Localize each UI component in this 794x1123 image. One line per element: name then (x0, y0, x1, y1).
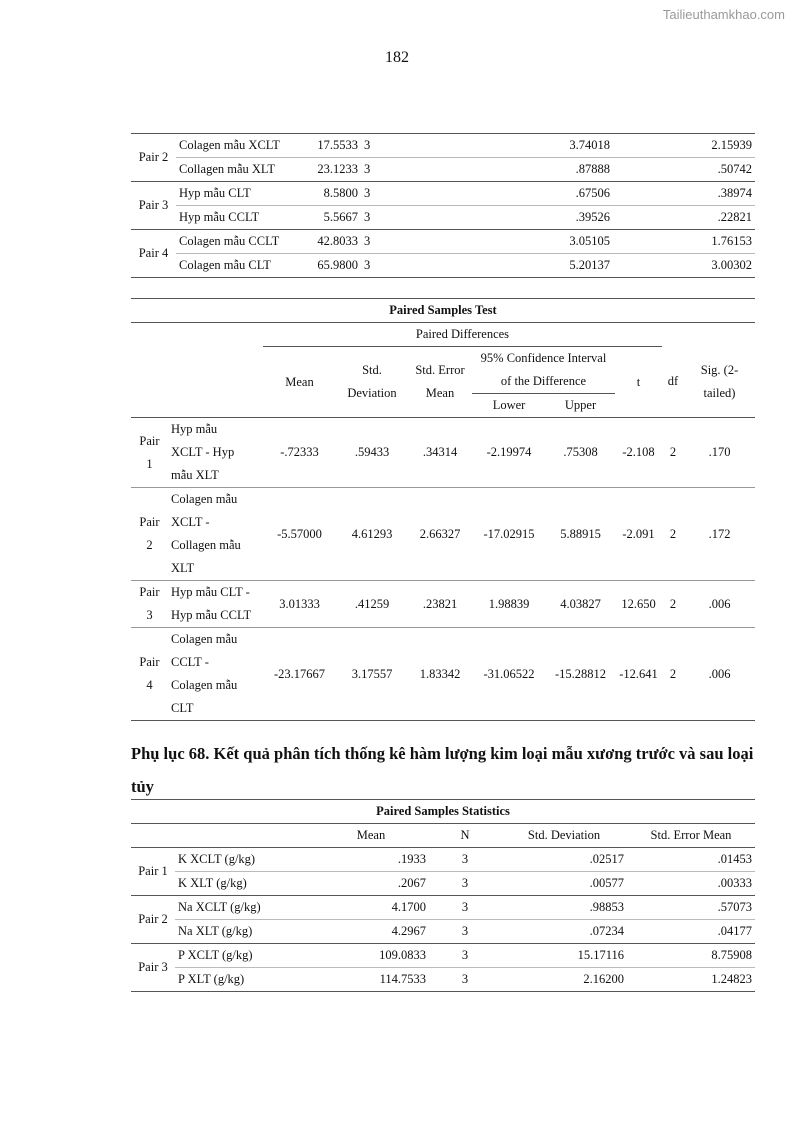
t-cell: -2.091 (615, 488, 662, 581)
mean-cell: -.72333 (263, 418, 336, 488)
std-deviation-cell: .87888 (401, 158, 613, 182)
mean-cell: 8.5800 (301, 182, 361, 206)
std-deviation-cell: .41259 (336, 581, 408, 628)
std-deviation-header: Std. Deviation (501, 824, 627, 848)
df-header: df (662, 347, 684, 418)
sig-cell: .006 (684, 628, 755, 721)
n-cell: 3 (361, 134, 401, 158)
std-error-header: Std. Error Mean (627, 824, 755, 848)
pair-label: Pair 3 (131, 944, 175, 992)
table-row (131, 134, 755, 158)
n-cell: 3 (429, 944, 501, 968)
table-row (131, 254, 755, 278)
upper-cell: 5.88915 (546, 488, 615, 581)
std-deviation-header: Std. Deviation (336, 347, 408, 418)
table-title: Paired Samples Test (131, 299, 755, 323)
variable-label: K XLT (g/kg) (175, 872, 313, 896)
n-cell: 3 (429, 848, 501, 872)
pair-label: Pair 1 (131, 848, 175, 896)
variable-label: Colagen mẫu CCLT - Colagen mẫu CLT (168, 628, 263, 721)
variable-label: P XLT (g/kg) (175, 968, 313, 992)
table-row (131, 968, 755, 992)
std-deviation-cell: 4.61293 (336, 488, 408, 581)
paired-samples-statistics-table (131, 799, 755, 992)
upper-cell: .75308 (546, 418, 615, 488)
std-deviation-cell: 5.20137 (401, 254, 613, 278)
std-deviation-cell: .67506 (401, 182, 613, 206)
upper-cell: 4.03827 (546, 581, 615, 628)
n-cell: 3 (361, 230, 401, 254)
n-header: N (429, 824, 501, 848)
mean-cell: 114.7533 (313, 968, 429, 992)
confidence-interval-header: 95% Confidence Interval of the Difference (472, 347, 615, 394)
mean-cell: 5.5667 (301, 206, 361, 230)
n-cell: 3 (429, 896, 501, 920)
table-row (131, 230, 755, 254)
mean-cell: .2067 (313, 872, 429, 896)
lower-cell: 1.98839 (472, 581, 546, 628)
variable-label: Hyp mẫu CLT (176, 182, 301, 206)
n-cell: 3 (361, 158, 401, 182)
std-deviation-cell: 15.17116 (501, 944, 627, 968)
n-cell: 3 (361, 206, 401, 230)
std-error-cell: .04177 (627, 920, 755, 944)
pair-label: Pair 4 (131, 230, 176, 278)
lower-cell: -17.02915 (472, 488, 546, 581)
mean-cell: -23.17667 (263, 628, 336, 721)
std-error-cell: 1.83342 (408, 628, 472, 721)
pair-label: Pair 2 (131, 488, 168, 581)
variable-label: Colagen mẫu CCLT (176, 230, 301, 254)
std-deviation-cell: 3.74018 (401, 134, 613, 158)
upper-cell: -15.28812 (546, 628, 615, 721)
std-error-cell: .23821 (408, 581, 472, 628)
df-cell: 2 (662, 418, 684, 488)
std-error-cell: .50742 (613, 158, 755, 182)
table-row (131, 418, 755, 488)
variable-label: Hyp mẫu XCLT - Hyp mẫu XLT (168, 418, 263, 488)
df-cell: 2 (662, 581, 684, 628)
std-error-cell: .22821 (613, 206, 755, 230)
table-row (131, 944, 755, 968)
std-error-cell: 1.24823 (627, 968, 755, 992)
n-cell: 3 (429, 968, 501, 992)
page-number: 182 (385, 49, 409, 66)
mean-cell: 4.2967 (313, 920, 429, 944)
mean-cell: .1933 (313, 848, 429, 872)
t-cell: 12.650 (615, 581, 662, 628)
table-title: Paired Samples Statistics (131, 800, 755, 824)
pair-label: Pair 3 (131, 182, 176, 230)
upper-header: Upper (546, 394, 615, 418)
std-deviation-cell: 3.17557 (336, 628, 408, 721)
mean-cell: 3.01333 (263, 581, 336, 628)
std-error-cell: .34314 (408, 418, 472, 488)
sig-cell: .006 (684, 581, 755, 628)
table-row (131, 206, 755, 230)
watermark: Tailieuthamkhao.com (662, 7, 785, 22)
variable-label: K XCLT (g/kg) (175, 848, 313, 872)
std-deviation-cell: .02517 (501, 848, 627, 872)
table-row (131, 182, 755, 206)
mean-header: Mean (263, 347, 336, 418)
std-error-cell: .57073 (627, 896, 755, 920)
mean-cell: 17.5533 (301, 134, 361, 158)
pair-label: Pair 4 (131, 628, 168, 721)
mean-cell: 4.1700 (313, 896, 429, 920)
n-cell: 3 (429, 872, 501, 896)
table-row (131, 896, 755, 920)
section-heading: Phụ lục 68. Kết quả phân tích thống kê hàm lượng kim loại mẫu xương trước và sau loại tủy (131, 744, 754, 796)
table-row (131, 628, 755, 721)
std-deviation-cell: .59433 (336, 418, 408, 488)
sig-cell: .170 (684, 418, 755, 488)
std-deviation-cell: 2.16200 (501, 968, 627, 992)
sig-header: Sig. (2- tailed) (684, 347, 755, 418)
mean-cell: -5.57000 (263, 488, 336, 581)
std-error-cell: .01453 (627, 848, 755, 872)
mean-cell: 65.9800 (301, 254, 361, 278)
std-error-cell: 1.76153 (613, 230, 755, 254)
n-cell: 3 (361, 254, 401, 278)
lower-cell: -31.06522 (472, 628, 546, 721)
paired-differences-header: Paired Differences (263, 323, 662, 347)
pair-label: Pair 3 (131, 581, 168, 628)
mean-header: Mean (313, 824, 429, 848)
variable-label: Colagen mẫu XCLT (176, 134, 301, 158)
lower-cell: -2.19974 (472, 418, 546, 488)
variable-label: P XCLT (g/kg) (175, 944, 313, 968)
n-cell: 3 (429, 920, 501, 944)
std-error-cell: 2.15939 (613, 134, 755, 158)
mean-cell: 109.0833 (313, 944, 429, 968)
t-header: t (615, 347, 662, 418)
table-row (131, 158, 755, 182)
lower-header: Lower (472, 394, 546, 418)
std-error-header: Std. Error Mean (408, 347, 472, 418)
pair-label: Pair 2 (131, 134, 176, 182)
table-row (131, 488, 755, 581)
std-error-cell: .38974 (613, 182, 755, 206)
std-error-cell: .00333 (627, 872, 755, 896)
n-cell: 3 (361, 182, 401, 206)
table-row (131, 581, 755, 628)
pair-label: Pair 1 (131, 418, 168, 488)
df-cell: 2 (662, 488, 684, 581)
variable-label: Colagen mẫu XCLT - Collagen mẫu XLT (168, 488, 263, 581)
table-row (131, 848, 755, 872)
paired-samples-test-table (131, 298, 755, 721)
std-deviation-cell: .39526 (401, 206, 613, 230)
std-error-cell: 3.00302 (613, 254, 755, 278)
variable-label: Na XLT (g/kg) (175, 920, 313, 944)
mean-cell: 23.1233 (301, 158, 361, 182)
table-row (131, 920, 755, 944)
pair-label: Pair 2 (131, 896, 175, 944)
variable-label: Collagen mẫu XLT (176, 158, 301, 182)
variable-label: Na XCLT (g/kg) (175, 896, 313, 920)
paired-samples-statistics-continued-table (131, 133, 755, 278)
t-cell: -2.108 (615, 418, 662, 488)
std-deviation-cell: .98853 (501, 896, 627, 920)
df-cell: 2 (662, 628, 684, 721)
t-cell: -12.641 (615, 628, 662, 721)
mean-cell: 42.8033 (301, 230, 361, 254)
variable-label: Hyp mẫu CCLT (176, 206, 301, 230)
std-deviation-cell: .00577 (501, 872, 627, 896)
std-deviation-cell: 3.05105 (401, 230, 613, 254)
std-error-cell: 8.75908 (627, 944, 755, 968)
variable-label: Hyp mẫu CLT - Hyp mẫu CCLT (168, 581, 263, 628)
sig-cell: .172 (684, 488, 755, 581)
table-row (131, 872, 755, 896)
std-error-cell: 2.66327 (408, 488, 472, 581)
std-deviation-cell: .07234 (501, 920, 627, 944)
variable-label: Colagen mẫu CLT (176, 254, 301, 278)
